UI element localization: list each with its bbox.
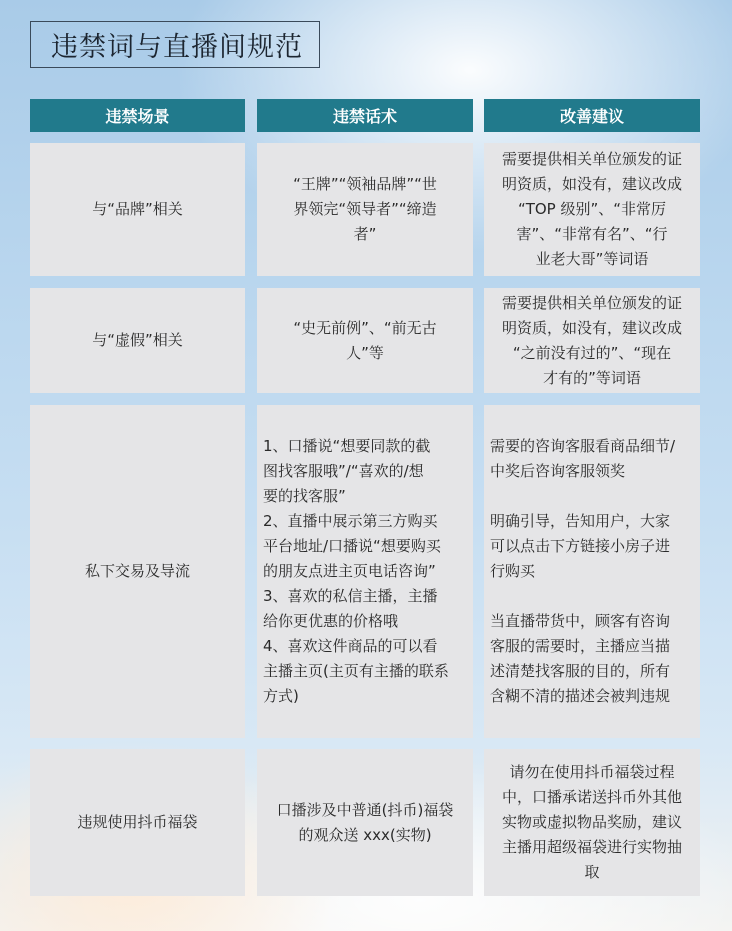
- row-4-scene: [30, 749, 245, 896]
- header-words: 违禁话术: [257, 99, 473, 132]
- row-4-words: [257, 749, 473, 896]
- row-2-advice: [484, 288, 700, 393]
- row-1-scene-text: 与“品牌”相关: [92, 200, 183, 218]
- row-1-advice: [484, 143, 700, 276]
- row-4-advice: [484, 749, 700, 896]
- row-3-advice-text: 需要的咨询客服看商品细节/ 中奖后咨询客服领奖 明确引导，告知用户，大家 可以点击下方链接小房子进 行购买 当直播带货中，顾客有咨询 客服的需要时，主播应当描 述清楚找客服的目的，所有 含糊不清的描述会被判违规: [490, 437, 676, 705]
- row-2-scene-text: 与“虚假”相关: [92, 331, 183, 349]
- row-1-words-text: “王牌”“领袖品牌”“世 界领完“领导者”“缔造 者”: [293, 175, 437, 243]
- row-2-scene: [30, 288, 245, 393]
- row-4-advice-text: 请勿在使用抖币福袋过程 中，口播承诺送抖币外其他 实物或虚拟物品奖励，建议 主播用超级福袋进行实物抽 取: [501, 763, 682, 881]
- row-4-words-text: 口播涉及中普通(抖币)福袋 的观众送 xxx(实物): [276, 800, 454, 844]
- row-3-scene-text: 私下交易及导流: [84, 562, 190, 580]
- row-3-scene: [30, 405, 245, 738]
- row-3-words-text: 1、口播说“想要同款的截 图找客服哦”/“喜欢的/想 要的找客服” 2、直播中展示第三方购买 平台地址/口播说“想要购买 的朋友点进主页电话咨询” 3、喜欢的私信主播，主播 给你更优惠的价格哦 4、喜欢这件商品的可以看 主播主页(主页有主播的联系 方式): [263, 437, 449, 705]
- row-1-words: [257, 143, 473, 276]
- header-advice: 改善建议: [484, 99, 700, 132]
- row-2-words: [257, 288, 473, 393]
- row-1-advice-text: 需要提供相关单位颁发的证 明资质，如没有，建议改成 “TOP 级别”、“非常厉 害”、“非常有名”、“行 业老大哥”等词语: [501, 150, 682, 268]
- row-2-words-text: “史无前例”、“前无古 人”等: [293, 318, 437, 362]
- row-4-scene-text: 违规使用抖币福袋: [77, 813, 198, 831]
- row-1-scene: [30, 143, 245, 276]
- row-2-advice-text: 需要提供相关单位颁发的证 明资质，如没有，建议改成 “之前没有过的”、“现在 才有的”等词语: [501, 293, 682, 387]
- row-3-advice: [484, 405, 700, 738]
- header-scene: 违禁场景: [30, 99, 245, 132]
- page-title: 违禁词与直播间规范: [30, 21, 320, 68]
- row-3-words: [257, 405, 473, 738]
